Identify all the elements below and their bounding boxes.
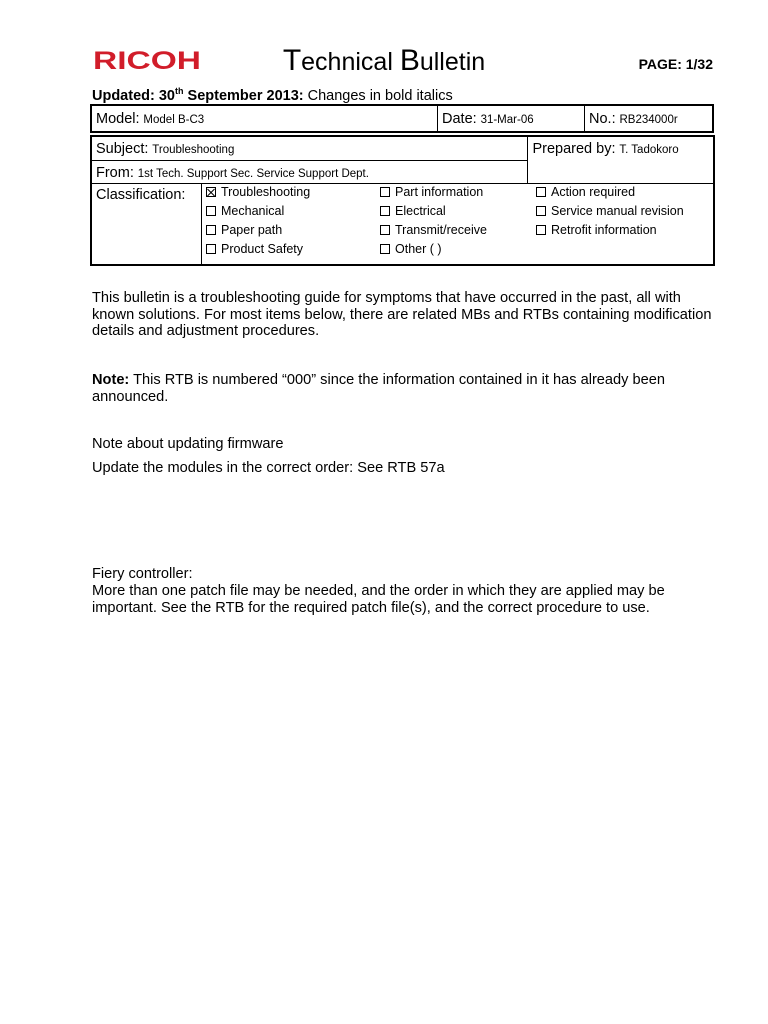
classification-options	[202, 184, 714, 265]
model-cell	[92, 106, 438, 132]
note-label: Note:	[92, 372, 130, 388]
note-paragraph	[92, 372, 712, 405]
classification-option-label: Mechanical	[221, 204, 285, 218]
updated-line: Updated: 30th September 2013: Changes in bold italics	[92, 86, 453, 104]
classification-option-label: Other ( )	[395, 242, 442, 256]
checkbox-icon[interactable]	[380, 206, 390, 216]
firmware-heading: Note about updating firmware	[92, 436, 284, 452]
checkbox-icon[interactable]	[206, 244, 216, 254]
classification-option[interactable]	[380, 204, 446, 218]
prepared-label: Prepared by:	[532, 141, 616, 157]
classification-label: Classification:	[96, 187, 186, 203]
subject-value: Troubleshooting	[152, 144, 235, 156]
classification-option[interactable]	[380, 223, 487, 237]
logo-text: RICOH	[93, 47, 201, 75]
prepared-value: T. Tadokoro	[619, 144, 679, 156]
fiery-text: More than one patch file may be needed, and the order in which they are applied may be important. See the RTB for the required patch file(s), and the correct procedure to use.	[92, 583, 665, 616]
from-cell	[92, 161, 528, 184]
subject-cell	[92, 137, 528, 161]
checkbox-icon[interactable]	[380, 225, 390, 235]
number-cell	[585, 106, 713, 132]
date-value: 31-Mar-06	[480, 114, 534, 126]
classification-option-label: Part information	[395, 185, 484, 199]
classification-option-label: Product Safety	[221, 242, 303, 256]
classification-option[interactable]	[536, 185, 635, 199]
date-label: Date:	[442, 111, 477, 127]
classification-option-label: Electrical	[395, 204, 446, 218]
classification-option[interactable]	[206, 185, 310, 199]
classification-option[interactable]	[536, 223, 657, 237]
subject-table	[91, 136, 714, 265]
prepared-cell	[528, 137, 714, 184]
classification-option[interactable]	[206, 242, 303, 256]
checkbox-icon[interactable]	[206, 225, 216, 235]
classification-option[interactable]	[206, 223, 282, 237]
classification-option[interactable]	[380, 185, 483, 199]
number-value: RB234000r	[619, 114, 678, 126]
model-value: Model B-C3	[143, 114, 205, 126]
classification-option-label: Action required	[551, 185, 636, 199]
classification-option[interactable]	[380, 242, 442, 256]
intro-paragraph: This bulletin is a troubleshooting guide for symptoms that have occurred in the past, all with known solutions. For most items below, there are related MBs and RTBs containing modification details and adjustment procedures.	[92, 290, 712, 339]
checkbox-icon[interactable]	[536, 206, 546, 216]
from-value: 1st Tech. Support Sec. Service Support Dept.	[137, 167, 369, 180]
fiery-heading: Fiery controller:	[92, 566, 193, 582]
document-title: Technical Bulletin	[282, 44, 486, 77]
checkbox-icon[interactable]	[536, 187, 546, 197]
model-table	[91, 105, 713, 132]
classification-option-label: Transmit/receive	[395, 223, 487, 237]
classification-option-label: Service manual revision	[551, 204, 684, 218]
classification-label-cell	[92, 184, 202, 265]
checked-checkbox-icon[interactable]	[206, 187, 216, 197]
checkbox-icon[interactable]	[380, 187, 390, 197]
classification-option[interactable]	[206, 204, 284, 218]
classification-option-label: Paper path	[221, 223, 283, 237]
date-cell	[438, 106, 585, 132]
checkbox-icon[interactable]	[536, 225, 546, 235]
checkbox-icon[interactable]	[380, 244, 390, 254]
page-number: PAGE: 1/32	[638, 56, 713, 72]
checkbox-icon[interactable]	[206, 206, 216, 216]
classification-option-label: Troubleshooting	[221, 185, 311, 199]
classification-option[interactable]	[536, 204, 684, 218]
note-text: This RTB is numbered “000” since the information contained in it has already been announced.	[92, 372, 665, 405]
model-label: Model:	[96, 111, 140, 127]
firmware-text: Update the modules in the correct order: See RTB 57a	[92, 460, 445, 476]
number-label: No.:	[589, 111, 616, 127]
subject-label: Subject:	[96, 141, 149, 157]
checkbox-grid	[202, 184, 713, 264]
classification-option-label: Retrofit information	[551, 223, 657, 237]
from-label: From:	[96, 164, 134, 181]
